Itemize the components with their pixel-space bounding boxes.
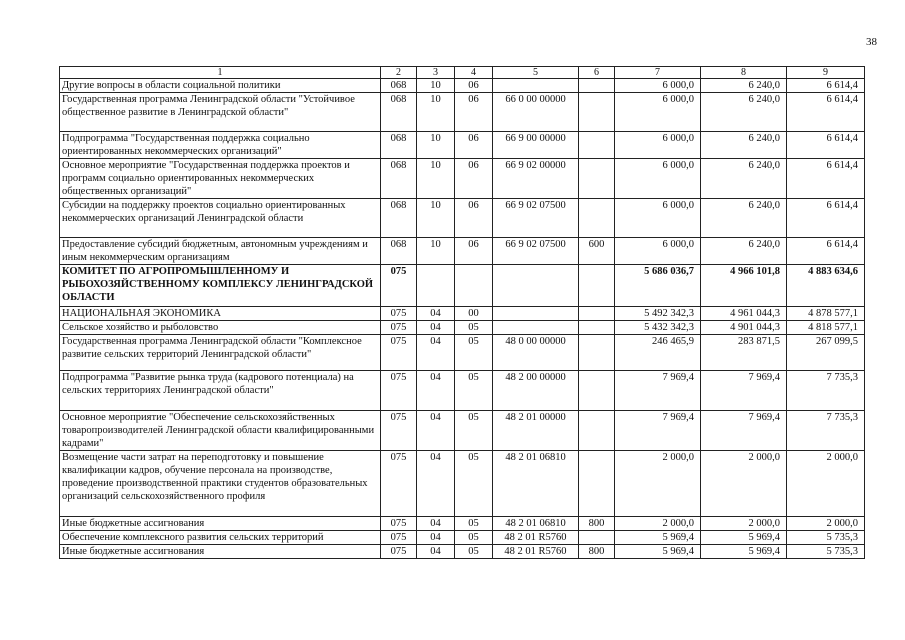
- header-cell: 4: [455, 67, 493, 79]
- row-value-cell: 267 099,5: [787, 335, 865, 371]
- row-value-cell: [579, 371, 615, 411]
- row-value-cell: 068: [381, 93, 417, 132]
- row-name-cell: Сельское хозяйство и рыболовство: [60, 321, 381, 335]
- row-value-cell: 48 2 01 00000: [493, 411, 579, 451]
- row-value-cell: 10: [417, 93, 455, 132]
- row-value-cell: 6 614,4: [787, 79, 865, 93]
- row-value-cell: 04: [417, 321, 455, 335]
- row-value-cell: 075: [381, 321, 417, 335]
- row-value-cell: 04: [417, 307, 455, 321]
- row-value-cell: 075: [381, 531, 417, 545]
- row-value-cell: 4 878 577,1: [787, 307, 865, 321]
- row-value-cell: 04: [417, 517, 455, 531]
- page-number: 38: [866, 36, 877, 48]
- row-value-cell: 5 432 342,3: [615, 321, 701, 335]
- row-value-cell: [579, 159, 615, 199]
- row-value-cell: 2 000,0: [701, 517, 787, 531]
- row-value-cell: 04: [417, 335, 455, 371]
- row-value-cell: 4 966 101,8: [701, 265, 787, 307]
- row-value-cell: 10: [417, 238, 455, 265]
- table-row: [60, 531, 865, 545]
- row-value-cell: 48 2 01 R5760: [493, 545, 579, 559]
- row-value-cell: 10: [417, 199, 455, 238]
- row-value-cell: 4 883 634,6: [787, 265, 865, 307]
- row-value-cell: [579, 335, 615, 371]
- row-value-cell: 06: [455, 132, 493, 159]
- row-value-cell: 075: [381, 371, 417, 411]
- row-value-cell: 6 000,0: [615, 199, 701, 238]
- row-value-cell: 6 000,0: [615, 159, 701, 199]
- row-name-cell: Предоставление субсидий бюджетным, автономным учреждениям и иным некоммерческим организациям: [60, 238, 381, 265]
- row-value-cell: 05: [455, 335, 493, 371]
- row-name-cell: НАЦИОНАЛЬНАЯ ЭКОНОМИКА: [60, 307, 381, 321]
- row-value-cell: 2 000,0: [787, 451, 865, 517]
- row-value-cell: 6 240,0: [701, 199, 787, 238]
- row-value-cell: [579, 265, 615, 307]
- row-value-cell: 7 969,4: [615, 411, 701, 451]
- row-name-cell: Иные бюджетные ассигнования: [60, 517, 381, 531]
- row-name-cell: Основное мероприятие "Государственная поддержка проектов и программ социально ориентированных некоммерческих общественных организаций": [60, 159, 381, 199]
- row-name-cell: Государственная программа Ленинградской области "Комплексное развитие сельских территорий Ленинградской области": [60, 335, 381, 371]
- table-row: [60, 321, 865, 335]
- row-value-cell: 5 969,4: [615, 531, 701, 545]
- row-value-cell: 04: [417, 451, 455, 517]
- row-value-cell: 068: [381, 159, 417, 199]
- row-value-cell: 05: [455, 451, 493, 517]
- row-value-cell: 06: [455, 159, 493, 199]
- row-value-cell: 068: [381, 238, 417, 265]
- header-row: [60, 67, 865, 79]
- table-row: [60, 411, 865, 451]
- row-value-cell: [417, 265, 455, 307]
- row-value-cell: 068: [381, 79, 417, 93]
- row-value-cell: 6 000,0: [615, 79, 701, 93]
- header-cell: 1: [60, 67, 381, 79]
- row-value-cell: 075: [381, 545, 417, 559]
- row-value-cell: 2 000,0: [787, 517, 865, 531]
- row-value-cell: 5 969,4: [701, 545, 787, 559]
- table-row: [60, 79, 865, 93]
- row-value-cell: [579, 199, 615, 238]
- row-value-cell: 283 871,5: [701, 335, 787, 371]
- header-cell: 5: [493, 67, 579, 79]
- row-value-cell: 5 969,4: [615, 545, 701, 559]
- table-row: [60, 199, 865, 238]
- table-row: [60, 93, 865, 132]
- row-value-cell: 2 000,0: [615, 451, 701, 517]
- row-value-cell: 5 735,3: [787, 531, 865, 545]
- row-value-cell: 6 240,0: [701, 159, 787, 199]
- row-value-cell: 00: [455, 307, 493, 321]
- row-value-cell: 4 901 044,3: [701, 321, 787, 335]
- row-value-cell: [579, 307, 615, 321]
- row-value-cell: 48 2 01 06810: [493, 451, 579, 517]
- budget-table: [59, 66, 865, 559]
- header-cell: 8: [701, 67, 787, 79]
- row-name-cell: Основное мероприятие "Обеспечение сельскохозяйственных товаропроизводителей Ленинградской области квалифицированными кадрами": [60, 411, 381, 451]
- row-value-cell: 6 614,4: [787, 93, 865, 132]
- row-value-cell: [579, 93, 615, 132]
- row-value-cell: 800: [579, 517, 615, 531]
- row-value-cell: 075: [381, 411, 417, 451]
- header-cell: 6: [579, 67, 615, 79]
- row-value-cell: 068: [381, 132, 417, 159]
- row-value-cell: [579, 451, 615, 517]
- table-row: [60, 335, 865, 371]
- row-value-cell: [493, 307, 579, 321]
- row-value-cell: 6 614,4: [787, 159, 865, 199]
- row-value-cell: 6 000,0: [615, 93, 701, 132]
- row-value-cell: 7 969,4: [701, 411, 787, 451]
- row-value-cell: 66 9 00 00000: [493, 132, 579, 159]
- row-value-cell: 48 2 01 06810: [493, 517, 579, 531]
- row-value-cell: 2 000,0: [701, 451, 787, 517]
- row-value-cell: 48 0 00 00000: [493, 335, 579, 371]
- header-cell: 9: [787, 67, 865, 79]
- row-value-cell: 4 818 577,1: [787, 321, 865, 335]
- row-value-cell: 4 961 044,3: [701, 307, 787, 321]
- row-value-cell: [579, 132, 615, 159]
- row-value-cell: [493, 79, 579, 93]
- table-row: [60, 307, 865, 321]
- row-value-cell: 6 000,0: [615, 238, 701, 265]
- row-value-cell: 10: [417, 159, 455, 199]
- row-value-cell: [493, 321, 579, 335]
- row-value-cell: 04: [417, 411, 455, 451]
- row-value-cell: 66 0 00 00000: [493, 93, 579, 132]
- row-value-cell: 05: [455, 371, 493, 411]
- row-value-cell: 075: [381, 517, 417, 531]
- row-value-cell: 6 240,0: [701, 132, 787, 159]
- row-value-cell: 04: [417, 371, 455, 411]
- row-value-cell: [579, 531, 615, 545]
- row-value-cell: 6 614,4: [787, 132, 865, 159]
- row-value-cell: 7 735,3: [787, 411, 865, 451]
- header-cell: 3: [417, 67, 455, 79]
- row-value-cell: [493, 265, 579, 307]
- row-value-cell: [579, 411, 615, 451]
- row-name-cell: Подпрограмма "Развитие рынка труда (кадрового потенциала) на сельских территориях Ленинградской области": [60, 371, 381, 411]
- row-value-cell: 06: [455, 238, 493, 265]
- row-value-cell: 5 492 342,3: [615, 307, 701, 321]
- row-value-cell: 6 240,0: [701, 238, 787, 265]
- row-value-cell: 04: [417, 545, 455, 559]
- row-value-cell: 6 614,4: [787, 199, 865, 238]
- row-value-cell: 6 000,0: [615, 132, 701, 159]
- row-name-cell: Другие вопросы в области социальной политики: [60, 79, 381, 93]
- row-value-cell: 075: [381, 451, 417, 517]
- row-name-cell: Возмещение части затрат на переподготовку и повышение квалификации кадров, обучение персонала на производстве, проведение производственной практики студентов образовательных организаций сельскохозяйственного профиля: [60, 451, 381, 517]
- row-value-cell: 7 969,4: [701, 371, 787, 411]
- row-name-cell: Иные бюджетные ассигнования: [60, 545, 381, 559]
- row-value-cell: 800: [579, 545, 615, 559]
- table-row: [60, 265, 865, 307]
- table-row: [60, 451, 865, 517]
- header-cell: 7: [615, 67, 701, 79]
- table-row: [60, 238, 865, 265]
- row-value-cell: 6 614,4: [787, 238, 865, 265]
- row-value-cell: 6 240,0: [701, 93, 787, 132]
- row-name-cell: Субсидии на поддержку проектов социально ориентированных некоммерческих организаций Ленинградской области: [60, 199, 381, 238]
- row-name-cell: Обеспечение комплексного развития сельских территорий: [60, 531, 381, 545]
- row-name-cell: КОМИТЕТ ПО АГРОПРОМЫШЛЕННОМУ И РЫБОХОЗЯЙСТВЕННОМУ КОМПЛЕКСУ ЛЕНИНГРАДСКОЙ ОБЛАСТИ: [60, 265, 381, 307]
- row-value-cell: 246 465,9: [615, 335, 701, 371]
- row-value-cell: 10: [417, 132, 455, 159]
- row-value-cell: [455, 265, 493, 307]
- row-value-cell: 2 000,0: [615, 517, 701, 531]
- row-value-cell: 05: [455, 545, 493, 559]
- row-value-cell: [579, 79, 615, 93]
- table-row: [60, 517, 865, 531]
- row-value-cell: 5 686 036,7: [615, 265, 701, 307]
- row-value-cell: 075: [381, 307, 417, 321]
- row-value-cell: 66 9 02 07500: [493, 199, 579, 238]
- row-value-cell: 068: [381, 199, 417, 238]
- row-value-cell: 7 969,4: [615, 371, 701, 411]
- header-cell: 2: [381, 67, 417, 79]
- row-value-cell: 5 969,4: [701, 531, 787, 545]
- row-value-cell: 06: [455, 199, 493, 238]
- row-value-cell: 075: [381, 335, 417, 371]
- row-value-cell: 6 240,0: [701, 79, 787, 93]
- row-value-cell: 66 9 02 07500: [493, 238, 579, 265]
- row-value-cell: 48 2 00 00000: [493, 371, 579, 411]
- row-value-cell: 66 9 02 00000: [493, 159, 579, 199]
- row-value-cell: 10: [417, 79, 455, 93]
- table-row: [60, 545, 865, 559]
- row-value-cell: 05: [455, 321, 493, 335]
- row-value-cell: 06: [455, 79, 493, 93]
- row-name-cell: Подпрограмма "Государственная поддержка социально ориентированных некоммерческих организаций": [60, 132, 381, 159]
- row-value-cell: 05: [455, 531, 493, 545]
- row-value-cell: 05: [455, 411, 493, 451]
- row-value-cell: 7 735,3: [787, 371, 865, 411]
- row-value-cell: 5 735,3: [787, 545, 865, 559]
- row-value-cell: 075: [381, 265, 417, 307]
- table-row: [60, 159, 865, 199]
- table-row: [60, 132, 865, 159]
- row-value-cell: [579, 321, 615, 335]
- row-value-cell: 600: [579, 238, 615, 265]
- row-value-cell: 48 2 01 R5760: [493, 531, 579, 545]
- row-value-cell: 04: [417, 531, 455, 545]
- row-value-cell: 05: [455, 517, 493, 531]
- row-value-cell: 06: [455, 93, 493, 132]
- table-row: [60, 371, 865, 411]
- row-name-cell: Государственная программа Ленинградской области "Устойчивое общественное развитие в Ленинградской области": [60, 93, 381, 132]
